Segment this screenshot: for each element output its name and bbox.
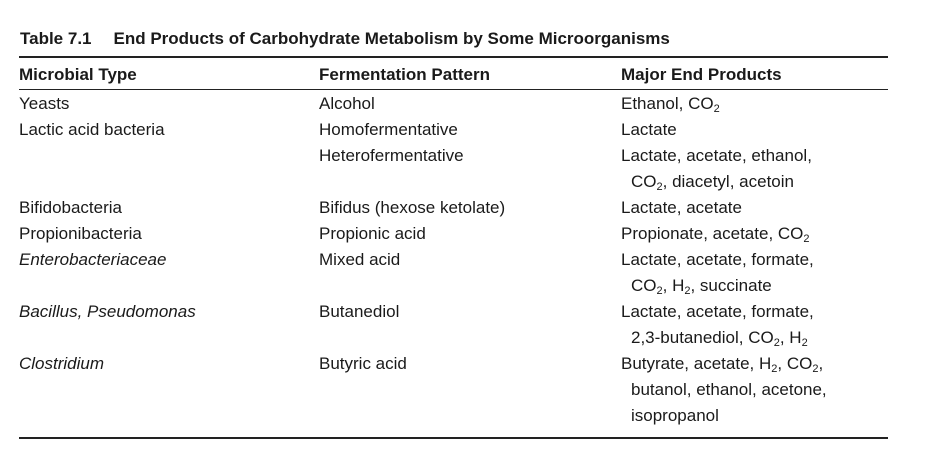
product-line: Butyrate, acetate, $H_2$, $CO_2$, bbox=[621, 354, 824, 375]
table-row bbox=[19, 91, 888, 117]
table-row bbox=[19, 117, 888, 143]
cell-major-end-products bbox=[621, 247, 888, 299]
cell-microbial-type: Bifidobacteria bbox=[19, 198, 123, 217]
product-line: Lactate, acetate bbox=[621, 198, 742, 217]
table-caption bbox=[19, 28, 888, 50]
product-line: 2,3-butanediol, $CO_2$, $H_2$ bbox=[631, 328, 808, 349]
cell-microbial-type: Bacillus, Pseudomonas bbox=[19, 302, 196, 321]
cell-major-end-products bbox=[621, 221, 888, 247]
cell-fermentation-pattern: Heterofermentative bbox=[319, 146, 464, 165]
cell-major-end-products bbox=[621, 143, 888, 195]
cell-major-end-products bbox=[621, 299, 888, 351]
table-row bbox=[19, 221, 888, 247]
product-line: $CO_2$, $H_2$, succinate bbox=[631, 276, 772, 297]
cell-fermentation-pattern: Butanediol bbox=[319, 302, 400, 321]
product-line: Ethanol, $CO_2$ bbox=[621, 94, 720, 115]
product-line: Lactate, acetate, formate, bbox=[621, 250, 814, 269]
cell-fermentation-pattern: Propionic acid bbox=[319, 224, 426, 243]
cell-fermentation-pattern: Butyric acid bbox=[319, 354, 407, 373]
table-row bbox=[19, 143, 888, 195]
table-title: End Products of Carbohydrate Metabolism by Some Microorganisms bbox=[113, 29, 670, 48]
product-line: Lactate, acetate, formate, bbox=[621, 302, 814, 321]
product-line: Lactate, acetate, ethanol, bbox=[621, 146, 812, 165]
cell-fermentation-pattern: Mixed acid bbox=[319, 250, 401, 269]
cell-fermentation-pattern: Homofermentative bbox=[319, 120, 458, 139]
cell-microbial-type: Clostridium bbox=[19, 354, 105, 373]
product-line: $CO_2$, diacetyl, acetoin bbox=[631, 172, 794, 193]
table-row bbox=[19, 195, 888, 221]
product-line: Lactate bbox=[621, 120, 677, 139]
table-number: Table 7.1 bbox=[20, 29, 92, 48]
table bbox=[19, 28, 888, 439]
product-line: isopropanol bbox=[631, 406, 719, 425]
cell-microbial-type: Enterobacteriaceae bbox=[19, 250, 167, 269]
header-fermentation-pattern: Fermentation Pattern bbox=[319, 65, 490, 84]
cell-microbial-type: Yeasts bbox=[19, 94, 70, 113]
cell-fermentation-pattern: Alcohol bbox=[319, 94, 375, 113]
cell-major-end-products bbox=[621, 195, 888, 221]
table-row bbox=[19, 299, 888, 351]
product-line: butanol, ethanol, acetone, bbox=[631, 380, 827, 399]
table-row bbox=[19, 247, 888, 299]
cell-microbial-type bbox=[19, 143, 319, 195]
header-microbial-type: Microbial Type bbox=[19, 65, 137, 84]
cell-fermentation-pattern: Bifidus (hexose ketolate) bbox=[319, 198, 506, 217]
cell-major-end-products bbox=[621, 117, 888, 143]
header-major-end-products: Major End Products bbox=[621, 65, 782, 84]
cell-microbial-type: Lactic acid bacteria bbox=[19, 120, 165, 139]
product-line: Propionate, acetate, $CO_2$ bbox=[621, 224, 810, 245]
table-body bbox=[19, 90, 888, 429]
bottom-rule bbox=[19, 437, 888, 439]
cell-major-end-products bbox=[621, 351, 888, 429]
table-row bbox=[19, 351, 888, 429]
header-row bbox=[19, 58, 888, 89]
cell-microbial-type: Propionibacteria bbox=[19, 224, 142, 243]
cell-major-end-products bbox=[621, 91, 888, 117]
